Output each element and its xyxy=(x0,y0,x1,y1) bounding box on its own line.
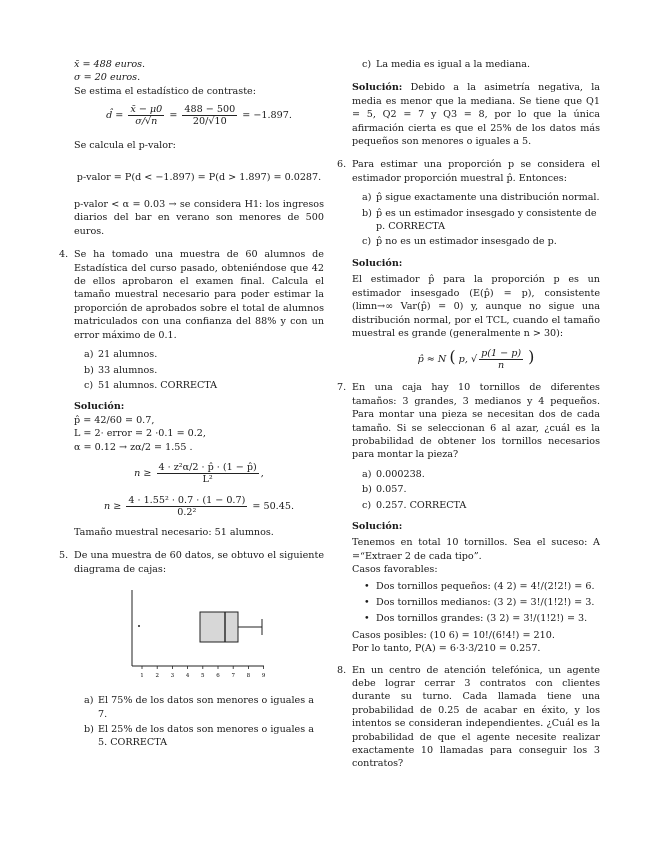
solution-title: Solución: xyxy=(352,82,403,94)
question-number: 7. xyxy=(337,382,347,394)
q7-possible-cases: Casos posibles: (10 6) = 10!/(6!4!) = 210. xyxy=(352,629,555,641)
q4-options xyxy=(74,348,324,392)
question-number: 5. xyxy=(59,550,69,562)
q6-options xyxy=(352,191,600,249)
inequality-2: n ≥ $\frac{\text{4 · 1.55² · 0.7 · (1 − 0.7)}}{\text{0.2²}}$ = 50.45. xyxy=(103,494,294,518)
solution-title: Solución: xyxy=(352,257,403,269)
sol-alpha: α = 0.12 → zα/2 = 1.55 . xyxy=(74,441,193,453)
outlier-point xyxy=(138,625,140,627)
solution-title: Solución: xyxy=(74,401,125,413)
question-text: En una caja hay 10 tornillos de diferentes tamaños: 3 grandes, 3 medianos y 4 pequeños. Para montar una pieza se necesitan dos de cada tamaño. Si se seleccionan 6 al azar, ¿cuál es la probabilidad de obtener los tornillos necesarios para montar la pieza? xyxy=(352,382,600,461)
question-text: En un centro de atención telefónica, un agente debe lograr cerrar 3 contratos con clientes durante su turno. Cada llamada tiene una probabilidad de 0.25 de acabar en éxito, y los intentos se consideran independientes. ¿Cuál es la probabilidad de que el agente necesite realizar exactamente 10 llamadas para conseguir los 3 contratos? xyxy=(352,664,600,770)
axis-ticks xyxy=(140,666,266,679)
sample-size-conclusion: Tamaño muestral necesario: 51 alumnos. xyxy=(74,526,274,538)
box-q1-q3 xyxy=(200,612,238,642)
list-item: • Dos tornillos grandes: (3 2) = 3!/(1!2!) = 3. xyxy=(364,613,588,625)
solution-title: Solución: xyxy=(352,520,403,532)
option-a: a) p̂ sigue exactamente una distribución normal. xyxy=(362,192,600,204)
q7-options xyxy=(352,468,600,512)
sol-L: L = 2· error = 2 ·0.1 = 0.2, xyxy=(74,428,206,440)
question-4 xyxy=(59,248,324,342)
option-a: a) 0.000238. xyxy=(362,468,425,480)
question-number: 6. xyxy=(337,159,347,171)
question-number: 4. xyxy=(59,249,69,261)
boxplot xyxy=(128,584,324,684)
sol-p-hat: p̂ = 42/60 = 0.7, xyxy=(74,414,155,426)
estimate-stat-text: Se estima el estadístico de contraste: xyxy=(74,85,256,97)
q7-bullets xyxy=(352,580,600,626)
axis-tick-label: 2 xyxy=(155,673,159,680)
question-text: De una muestra de 60 datos, se obtuvo el siguiente diagrama de cajas: xyxy=(74,550,324,575)
option-b: b) 33 alumnos. xyxy=(84,364,158,376)
solution-text: Debido a la asimetría negativa, la media es menor que la mediana. Se tiene que Q1 = 5, Q2 = 7 y Q3 = 8, por lo que la única afirmación cierta es que el 25% de los datos más pequeños son menores o iguales a 5. xyxy=(352,82,600,148)
q6-solution-text: El estimador p̂ para la proporción p es un estimador insesgado (E(p̂) = p), consistente (limn→∞ Var(p̂) = 0) y, aunque no sigue una distribución normal, por el TCL, cuando el tamaño muestral es grande (generalmente n > 30): xyxy=(352,274,600,339)
sigma-line: σ = 20 euros. xyxy=(74,72,141,84)
inequality-1: n ≥ $\frac{\text{4 · z²α/2 · p̂ · (1 − p̂)}}{\text{L²}}$ , xyxy=(134,461,264,485)
xbar-line: x̄ = 488 euros. xyxy=(74,59,146,70)
question-number: 8. xyxy=(337,664,347,676)
left-column xyxy=(59,58,324,752)
right-column xyxy=(337,58,600,771)
question-6 xyxy=(337,158,600,185)
option-b: b) El 25% de los datos son menores o iguales a 5. CORRECTA xyxy=(84,723,314,749)
question-text: Para estimar una proporción p se considera el estimador proporción muestral p̂. Entonces: xyxy=(352,159,600,184)
question-8 xyxy=(337,664,600,771)
pvalue-formula: p-valor = P(d < −1.897) = P(d > 1.897) = 0.0287. xyxy=(76,171,322,183)
q7-solution-intro: Tenemos en total 10 tornillos. Sea el suceso: A =“Extraer 2 de cada tipo”. xyxy=(352,537,600,562)
q7-probability: Por lo tanto, P(A) = 6·3·3/210 = 0.257. xyxy=(352,643,541,655)
axis-tick-label: 9 xyxy=(261,673,266,680)
d-fraction: $\frac{x̄ - \mu 0}{\sigma/√n}$ xyxy=(130,104,163,128)
pvalue-conclusion: p-valor < α = 0.03 → se considera H1: los ingresos diarios del bar en verano son menores de 500 euros. xyxy=(74,199,324,237)
list-item: • Dos tornillos medianos: (3 2) = 3!/(1!2!) = 3. xyxy=(364,597,595,608)
q7-favorable-cases: Casos favorables: xyxy=(352,564,438,576)
axis-tick-label: 3 xyxy=(170,673,175,680)
d-hat: d̂ = xyxy=(106,110,127,122)
option-c: c) La media es igual a la mediana. xyxy=(362,59,531,70)
option-c: c) p̂ no es un estimador insesgado de p. xyxy=(362,236,557,248)
axis-tick-label: 4 xyxy=(185,673,190,680)
normal-approx-formula: p̂ ≈ N ( p, √ $\frac{p(1 - p)}{n}$ ) xyxy=(417,347,535,372)
option-a: a) 21 alumnos. xyxy=(84,349,158,361)
axis-tick-label: 6 xyxy=(216,673,220,680)
axis-tick-label: 8 xyxy=(246,673,251,680)
boxplot-chart xyxy=(128,584,268,684)
list-item: • Dos tornillos pequeños: (4 2) = 4!/(2!2!) = 6. xyxy=(364,580,595,592)
option-c: c) 0.257. CORRECTA xyxy=(362,499,467,511)
d-result: = −1.897. xyxy=(242,110,292,122)
option-b: b) p̂ es un estimador insesgado y consistente de p. CORRECTA xyxy=(362,207,597,233)
axis-tick-label: 7 xyxy=(231,673,235,680)
test-statistic-formula: d̂ = $\frac{x̄ - \mu 0}{\sigma/√n}$ = $\frac{488 - 500}{20/√10}$ = −1.897. xyxy=(106,104,292,128)
d-mid-fraction: $\frac{488 - 500}{20/√10}$ xyxy=(184,104,236,128)
axis-tick-label: 5 xyxy=(201,673,205,680)
pvalue-intro: Se calcula el p-valor: xyxy=(74,140,176,152)
option-b: b) 0.057. xyxy=(362,484,407,496)
option-c: c) 51 alumnos. CORRECTA xyxy=(84,379,218,391)
q5-options xyxy=(74,694,324,750)
question-text: Se ha tomado una muestra de 60 alumnos de Estadística del curso pasado, obteniéndose que 42 de ellos aprobaron el examen final. Calcula el tamaño muestral necesario para poder estimar la proporción de aprobados sobre el total de alumnos matriculados con una confianza del 88% y con un error máximo de 0.1. xyxy=(74,249,324,341)
option-a: a) El 75% de los datos son menores o iguales a 7. xyxy=(84,695,314,720)
axis-tick-label: 1 xyxy=(140,673,144,680)
question-7 xyxy=(337,381,600,461)
q5-solution xyxy=(352,81,600,148)
question-5 xyxy=(59,549,324,576)
